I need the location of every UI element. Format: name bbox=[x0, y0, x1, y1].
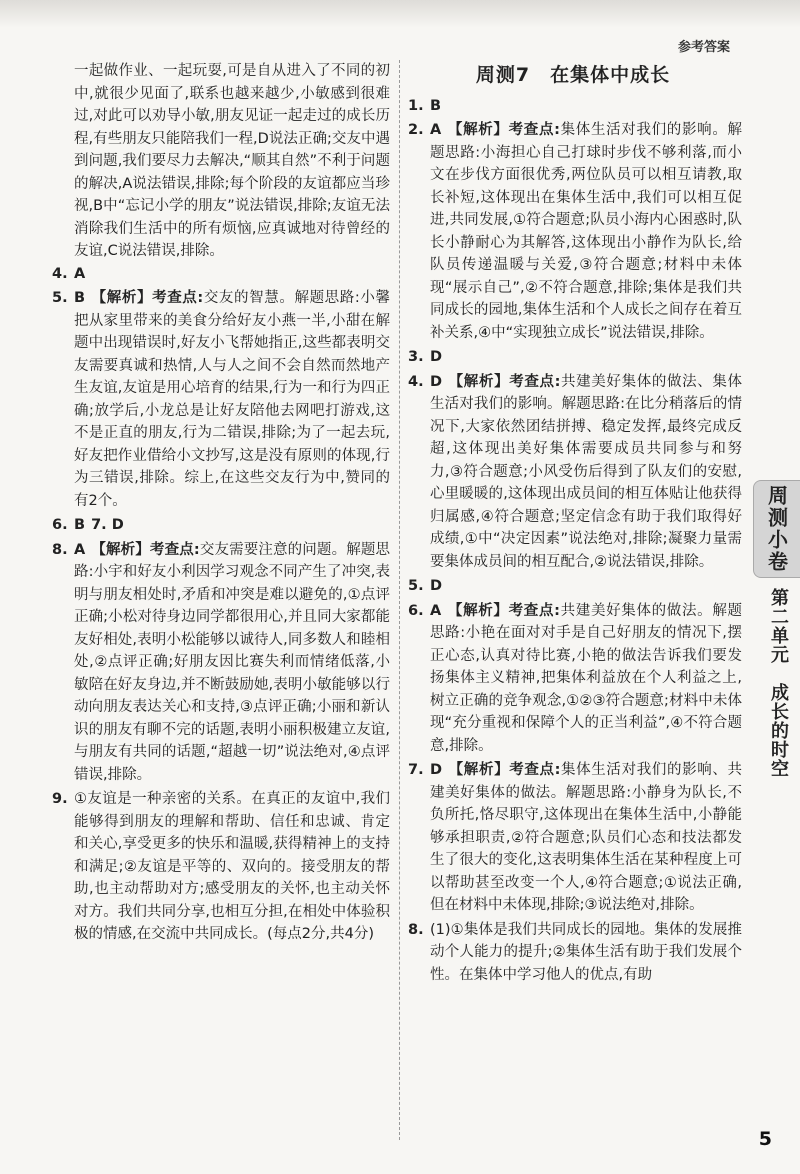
item-number: 5. bbox=[52, 290, 68, 306]
side-tab bbox=[753, 480, 800, 578]
explanation-text: (1)①集体是我们共同成长的园地。集体的发展推动个人能力的提升;②集体生活有助于我们发展个性。在集体中学习他人的优点,有助 bbox=[430, 921, 742, 983]
continued-answer-text: 一起做作业、一起玩耍,可是自从进入了不同的初中,就很少见面了,联系也越来越少,小敏感到很难过,对此可以劝导小敏,朋友见证一起走过的成长历程,有些朋友只能陪我们一程,D说法正确;交友中遇到问题,我们要尽力去解决,“顺其自然”不利于问题的解决,A说法错误,排除;每个阶段的友谊都应当珍视,B中“忘记小学的朋友”说法错误,排除;友谊无法消除我们生活中的所有烦恼,应真诚地对待曾经的友谊,C说法错误,排除。 bbox=[74, 63, 390, 259]
answer-choice: A bbox=[74, 265, 86, 282]
answer-choice: A bbox=[430, 602, 442, 619]
answer-choice: B bbox=[74, 290, 86, 306]
answer-choice: D bbox=[430, 373, 443, 390]
analysis-tag: 【解析】考查点: bbox=[447, 602, 560, 619]
explanation-text: 交友需要注意的问题。解题思路:小宇和好友小利因学习观念不同产生了冲突,表明与朋友相处时,矛盾和冲突是难以避免的,①点评正确;小松对待身边同学都很用心,并且同大家都能友好相处,表明小松能够以诚待人,同多数人和睦相处,②点评正确;好朋友因比赛失利而情绪低落,小敏陪在好友身边,并不断鼓励她,表明小敏能够以行动向朋友表达关心和支持,③点评正确;小丽和新认识的朋友有聊不完的话题,表明小丽积极建立友谊,与朋友有共同的话题,“超越一切”说法绝对,④点评错误,排除。 bbox=[74, 541, 390, 783]
item-number: 4. bbox=[408, 373, 424, 390]
answer-item bbox=[48, 788, 390, 946]
item-number: 8. bbox=[408, 921, 424, 938]
answer-item bbox=[404, 371, 742, 574]
right-column bbox=[404, 60, 742, 988]
answer-choice: A bbox=[74, 541, 86, 558]
answer-choice: B bbox=[74, 517, 86, 533]
item-number: 6. bbox=[52, 517, 68, 533]
answer-item bbox=[48, 539, 390, 787]
answer-choice: D bbox=[430, 762, 443, 778]
answer-item bbox=[48, 514, 390, 537]
answer-item bbox=[404, 919, 742, 987]
analysis-tag: 【解析】考查点: bbox=[448, 762, 561, 778]
explanation-text: 集体生活对我们的影响、共建美好集体的做法。解题思路:小静身为队长,不负所托,恪尽职守,这体现出在集体生活中,小静能够承担职责,②符合题意;队员们心态和技法都发生了很大的变化,这表明集体生活在某种程度上可以帮助甚至改变一个人,④符合题意;①说法正确,但在材料中未体现,排除;③说法绝对,排除。 bbox=[430, 762, 742, 913]
item-number: 6. bbox=[408, 602, 424, 619]
answer-choice: B bbox=[430, 97, 442, 114]
left-column bbox=[48, 60, 390, 948]
answer-choice: D bbox=[430, 578, 443, 594]
explanation-text: 共建美好集体的做法、集体生活对我们的影响。解题思路:在比分稍落后的情况下,大家依然团结拼搏、稳定发挥,最终完成反超,这体现出美好集体需要成员共同参与和努力,③符合题意;小风受伤后得到了队友们的安慰,心里暖暖的,这体现出成员间的相互体贴让他获得归属感,④符合题意;坚定信念有助于我们取得好成绩,①中“决定因素”说法绝对,排除;凝聚力量需要集体成员间的相互配合,②说法错误,排除。 bbox=[430, 373, 742, 570]
answer-item bbox=[404, 346, 742, 369]
answer-item bbox=[404, 759, 742, 917]
column-divider bbox=[399, 60, 400, 1140]
explanation-text: 共建美好集体的做法。解题思路:小艳在面对对手是自己好朋友的情况下,摆正心态,认真对待比赛,小艳的做法告诉我们要发扬集体主义精神,把集体利益放在个人利益之上,树立正确的竞争观念,①②③符合题意;材料中未体现“充分重视和保障个人的正当利益”,④不符合题意,排除。 bbox=[430, 602, 742, 754]
answer-item bbox=[404, 575, 742, 598]
section-title: 周测7 在集体中成长 bbox=[475, 64, 671, 86]
explanation-text: 7. D bbox=[91, 517, 124, 533]
item-number: 7. bbox=[408, 762, 424, 778]
item-number: 5. bbox=[408, 578, 424, 594]
side-unit-label: 第二单元 成长的时空 bbox=[768, 588, 789, 778]
analysis-tag: 【解析】考查点: bbox=[447, 122, 560, 138]
item-number: 9. bbox=[52, 791, 68, 807]
answer-item bbox=[404, 600, 742, 758]
top-edge-shadow bbox=[0, 0, 800, 28]
answer-item bbox=[48, 287, 390, 512]
analysis-tag: 【解析】考查点: bbox=[448, 373, 561, 390]
analysis-tag: 【解析】考查点: bbox=[91, 290, 204, 306]
explanation-text: 集体生活对我们的影响。解题思路:小海担心自己打球时步伐不够利落,而小文在步伐方面很优秀,两位队员可以相互请教,取长补短,这体现出在集体生活中,我们可以相互促进,共同发展,①符合题意;队员小海内心困惑时,队长小静耐心为其解答,这体现出小静作为队长,给队员传递温暖与关爱,③符合题意;材料中未体现“展示自己”,②不符合题意,排除;集体是我们共同成长的园地,集体生活和个人成长之间存在着互补关系,④中“实现独立成长”说法错误,排除。 bbox=[430, 122, 742, 341]
answer-item bbox=[48, 263, 390, 286]
answer-item bbox=[404, 119, 742, 344]
item-number: 1. bbox=[408, 97, 424, 114]
page-number: 5 bbox=[758, 1128, 772, 1150]
explanation-text: ①友谊是一种亲密的关系。在真正的友谊中,我们能够得到朋友的理解和帮助、信任和忠诚、肯定和关心,享受更多的快乐和温暖,获得精神上的支持和满足;②友谊是平等的、双向的。接受朋友的帮助,也主动帮助对方;感受朋友的关怀,也主动关怀对方。我们共同分享,也相互分担,在相处中体验积极的情感,在交流中共同成长。(每点2分,共4分) bbox=[74, 791, 390, 942]
explanation-text: 交友的智慧。解题思路:小馨把从家里带来的美食分给好友小燕一半,小甜在解题中出现错误时,好友小飞帮她指正,这些都表明交友需要真诚和热情,人与人之间不会自然而然地产生友谊,友谊是用心培育的结果,行为一和行为四正确;放学后,小龙总是让好友陪他去网吧打游戏,这不是正直的朋友,行为二错误,排除;为了一起去玩,好友把作业借给小文抄写,这是没有原则的体现,行为三错误,排除。综上,在这些交友行为中,赞同的有2个。 bbox=[74, 290, 390, 509]
answer-choice: D bbox=[430, 349, 443, 365]
item-number: 4. bbox=[52, 265, 68, 282]
answer-choice: A bbox=[430, 122, 442, 138]
item-number: 3. bbox=[408, 349, 424, 365]
page-header-label: 参考答案 bbox=[677, 40, 730, 55]
item-number: 2. bbox=[408, 122, 424, 138]
item-number: 8. bbox=[52, 541, 68, 558]
analysis-tag: 【解析】考查点: bbox=[91, 541, 200, 558]
side-tab-label: 周测小卷 bbox=[764, 485, 789, 573]
answer-item bbox=[404, 95, 742, 118]
